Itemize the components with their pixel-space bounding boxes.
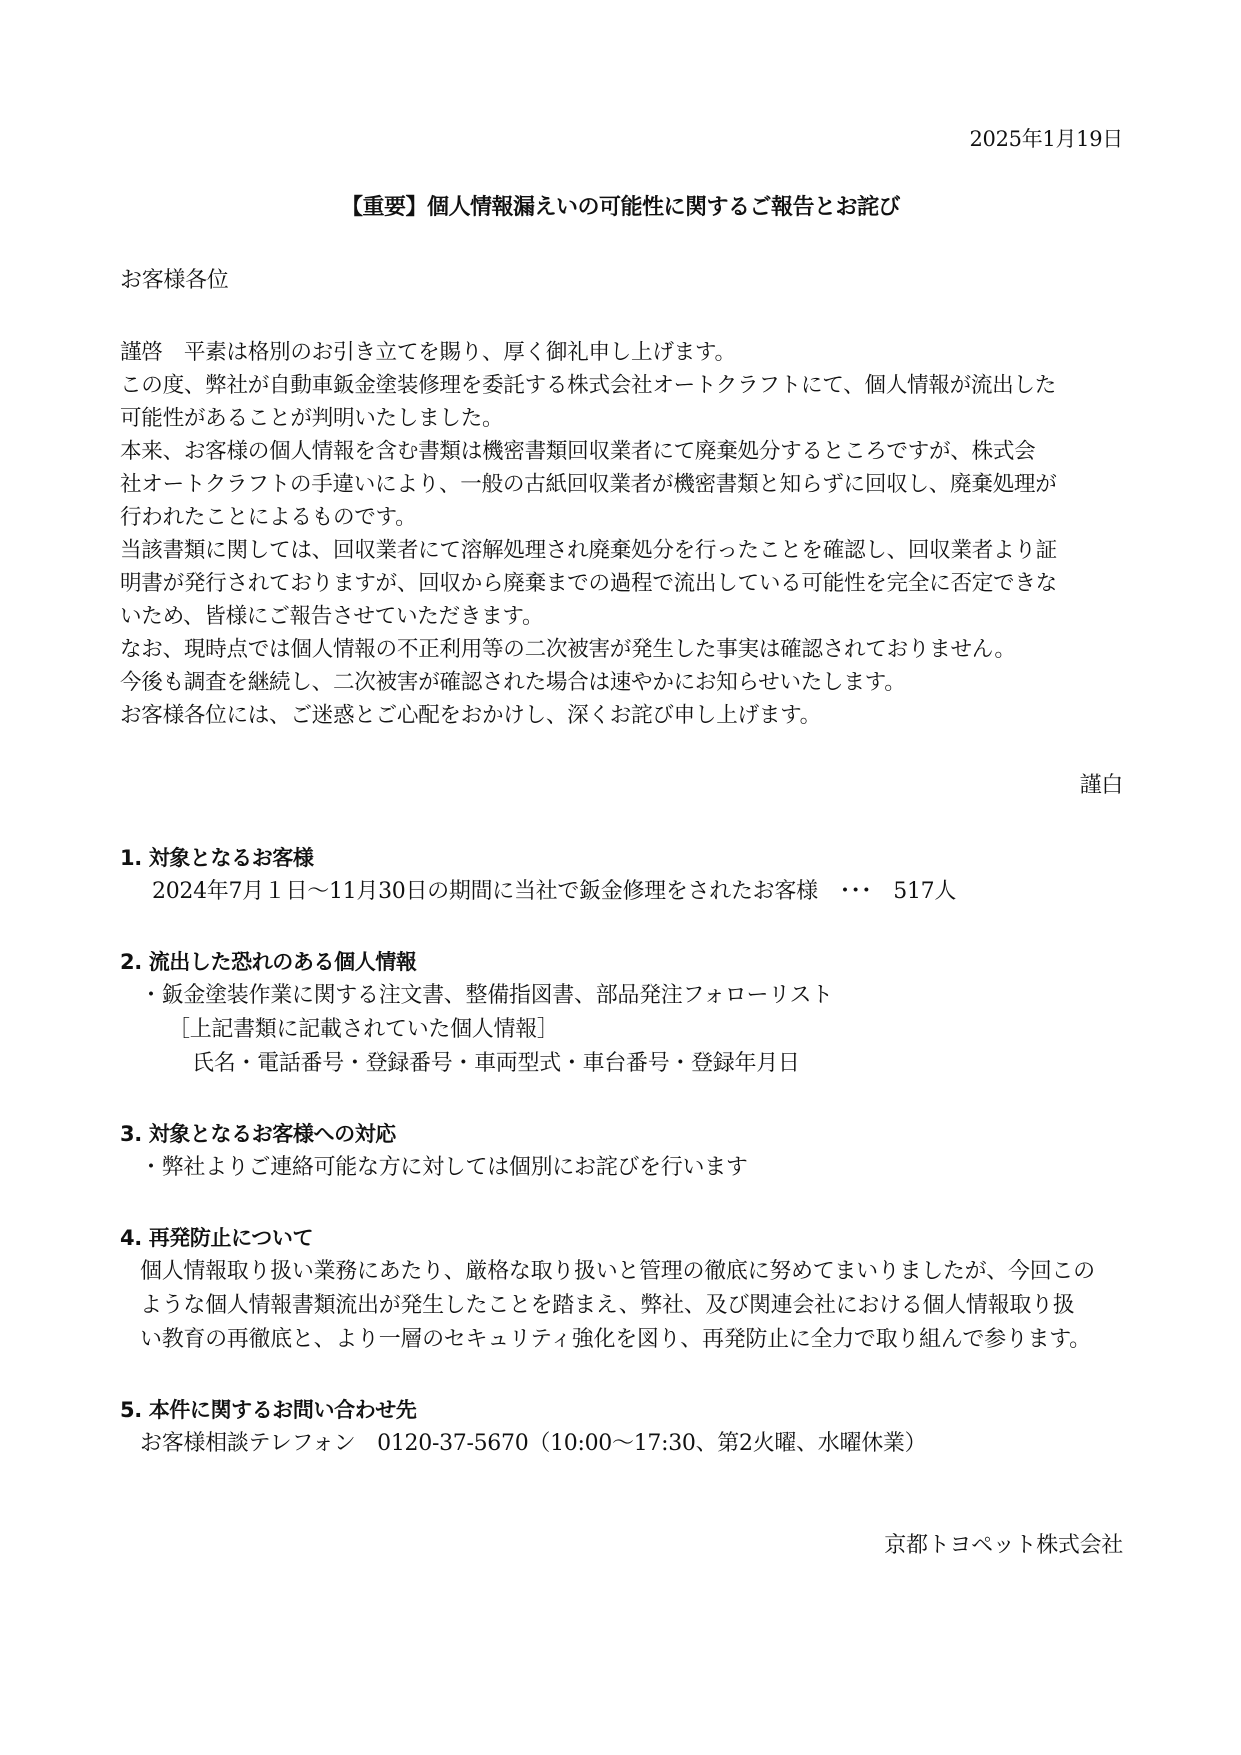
section-2-sub-item: 氏名・電話番号・登録番号・車両型式・車台番号・登録年月日 — [192, 1051, 800, 1076]
body-line: 社オートクラフトの手違いにより、一般の古紙回収業者が機密書類と知らずに回収し、廃棄処理が — [120, 472, 1057, 497]
body-line: 本来、お客様の個人情報を含む書類は機密書類回収業者にて廃棄処分するところですが、株式会 — [120, 439, 1036, 464]
salutation: お客様各位 — [120, 268, 229, 293]
body-line: この度、弊社が自動車鈑金塗装修理を委託する株式会社オートクラフトにて、個人情報が流出した — [120, 373, 1057, 398]
body-line: お客様各位には、ご迷惑とご心配をおかけし、深くお詫び申し上げます。 — [120, 703, 821, 728]
section-4-line: 個人情報取り扱い業務にあたり、厳格な取り扱いと管理の徹底に努めてまいりましたが、今回この — [140, 1259, 1095, 1284]
body-line: 明書が発行されておりますが、回収から廃棄までの過程で流出している可能性を完全に否定できな — [120, 571, 1057, 596]
section-4-line: い教育の再徹底と、より一層のセキュリティ強化を図り、再発防止に全力で取り組んで参ります。 — [140, 1327, 1091, 1352]
section-5-line: お客様相談テレフォン 0120-37-5670（10:00～17:30、第2火曜、水曜休業） — [140, 1431, 927, 1456]
section-2-heading: 2. 流出した恐れのある個人情報 — [120, 950, 417, 974]
section-1-line: 2024年7月１日～11月30日の期間に当社で鈑金修理をされたお客様 ･･･ 517人 — [152, 879, 957, 904]
section-4-heading: 4. 再発防止について — [120, 1226, 314, 1250]
section-2-item: ・鈑金塗装作業に関する注文書、整備指図書、部品発注フォローリスト — [140, 983, 833, 1008]
body-line: 今後も調査を継続し、二次被害が確認された場合は速やかにお知らせいたします。 — [120, 670, 906, 695]
body-line: なお、現時点では個人情報の不正利用等の二次被害が発生した事実は確認されておりません。 — [120, 637, 1016, 662]
section-3-item: ・弊社よりご連絡可能な方に対しては個別にお詫びを行います — [140, 1155, 748, 1180]
section-1-heading: 1. 対象となるお客様 — [120, 846, 314, 870]
document-title: 【重要】個人情報漏えいの可能性に関するご報告とお詫び — [340, 195, 900, 220]
body-line: いため、皆様にご報告させていただきます。 — [120, 604, 544, 629]
body-line: 可能性があることが判明いたしました。 — [120, 406, 504, 431]
body-line: 当該書類に関しては、回収業者にて溶解処理され廃棄処分を行ったことを確認し、回収業者より証 — [120, 538, 1057, 563]
section-4-line: ような個人情報書類流出が発生したことを踏まえ、弊社、及び関連会社における個人情報取り扱 — [140, 1293, 1075, 1318]
section-5-heading: 5. 本件に関するお問い合わせ先 — [120, 1398, 417, 1422]
body-line: 行われたことによるものです。 — [120, 505, 417, 530]
document-date: 2025年1月19日 — [969, 127, 1123, 151]
company-name: 京都トヨペット株式会社 — [884, 1533, 1123, 1558]
section-2-sub-heading: ［上記書類に記載されていた個人情報］ — [168, 1017, 559, 1042]
closing-word: 謹白 — [1079, 773, 1123, 798]
section-3-heading: 3. 対象となるお客様への対応 — [120, 1122, 396, 1146]
body-line: 謹啓 平素は格別のお引き立てを賜り、厚く御礼申し上げます。 — [120, 340, 736, 365]
